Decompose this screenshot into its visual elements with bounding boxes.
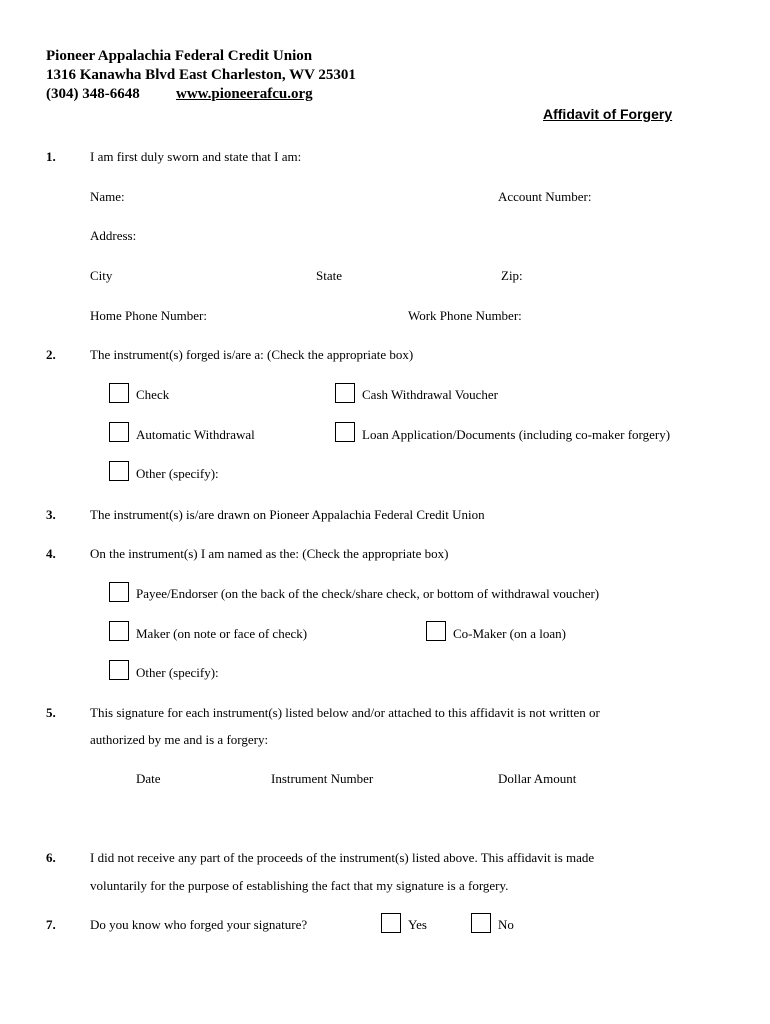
no-checkbox[interactable] xyxy=(471,913,491,933)
section-6-number: 6. xyxy=(46,850,56,865)
section-6-line-1: I did not receive any part of the proceeds of the instrument(s) listed above. This affidavit is made xyxy=(90,850,595,865)
payee-endorser-label: Payee/Endorser (on the back of the check/share check, or bottom of withdrawal voucher) xyxy=(136,586,600,601)
section-1-text: I am first duly sworn and state that I am: xyxy=(90,149,302,164)
maker-checkbox[interactable] xyxy=(109,621,129,641)
section-5-number: 5. xyxy=(46,705,56,720)
org-phone: (304) 348-6648 xyxy=(46,86,140,102)
co-maker-label: Co-Maker (on a loan) xyxy=(453,626,566,641)
work-phone-label: Work Phone Number: xyxy=(408,308,522,323)
cash-withdrawal-voucher-label: Cash Withdrawal Voucher xyxy=(362,387,498,402)
city-label: City xyxy=(90,268,113,283)
account-number-label: Account Number: xyxy=(498,189,592,204)
instrument-number-column-header: Instrument Number xyxy=(271,771,374,786)
check-label: Check xyxy=(136,387,170,402)
yes-checkbox[interactable] xyxy=(381,913,401,933)
org-name: Pioneer Appalachia Federal Credit Union xyxy=(46,48,313,64)
section-3-text: The instrument(s) is/are drawn on Pioneer Appalachia Federal Credit Union xyxy=(90,507,485,522)
section-2-number: 2. xyxy=(46,347,56,362)
check-checkbox[interactable] xyxy=(109,383,129,403)
section-5-line-1: This signature for each instrument(s) listed below and/or attached to this affidavit is not written or xyxy=(90,705,600,720)
address-label: Address: xyxy=(90,228,137,243)
no-label: No xyxy=(498,917,514,932)
loan-application-label: Loan Application/Documents (including co-maker forgery) xyxy=(362,427,671,442)
section-5-line-2: authorized by me and is a forgery: xyxy=(90,732,269,747)
section-2-text: The instrument(s) forged is/are a: (Check the appropriate box) xyxy=(90,347,414,362)
dollar-amount-column-header: Dollar Amount xyxy=(498,771,577,786)
date-column-header: Date xyxy=(136,771,161,786)
payee-endorser-checkbox[interactable] xyxy=(109,582,129,602)
co-maker-checkbox[interactable] xyxy=(426,621,446,641)
maker-label: Maker (on note or face of check) xyxy=(136,626,308,641)
section-7-text: Do you know who forged your signature? xyxy=(90,917,308,932)
home-phone-label: Home Phone Number: xyxy=(90,308,207,323)
instrument-other-label: Other (specify): xyxy=(136,466,219,481)
state-label: State xyxy=(316,268,342,283)
section-4-number: 4. xyxy=(46,546,56,561)
name-label: Name: xyxy=(90,189,125,204)
cash-withdrawal-voucher-checkbox[interactable] xyxy=(335,383,355,403)
section-6-line-2: voluntarily for the purpose of establishing the fact that my signature is a forgery. xyxy=(90,878,509,893)
org-address: 1316 Kanawha Blvd East Charleston, WV 25301 xyxy=(46,67,356,83)
section-4-text: On the instrument(s) I am named as the: (Check the appropriate box) xyxy=(90,546,449,561)
org-website-link[interactable]: www.pioneerafcu.org xyxy=(176,86,313,102)
zip-label: Zip: xyxy=(501,268,523,283)
automatic-withdrawal-checkbox[interactable] xyxy=(109,422,129,442)
named-other-label: Other (specify): xyxy=(136,665,219,680)
automatic-withdrawal-label: Automatic Withdrawal xyxy=(136,427,255,442)
loan-application-checkbox[interactable] xyxy=(335,422,355,442)
section-1-number: 1. xyxy=(46,149,56,164)
named-other-checkbox[interactable] xyxy=(109,660,129,680)
section-3-number: 3. xyxy=(46,507,56,522)
section-7-number: 7. xyxy=(46,917,56,932)
page-title: Affidavit of Forgery xyxy=(543,106,673,122)
yes-label: Yes xyxy=(408,917,427,932)
instrument-other-checkbox[interactable] xyxy=(109,461,129,481)
